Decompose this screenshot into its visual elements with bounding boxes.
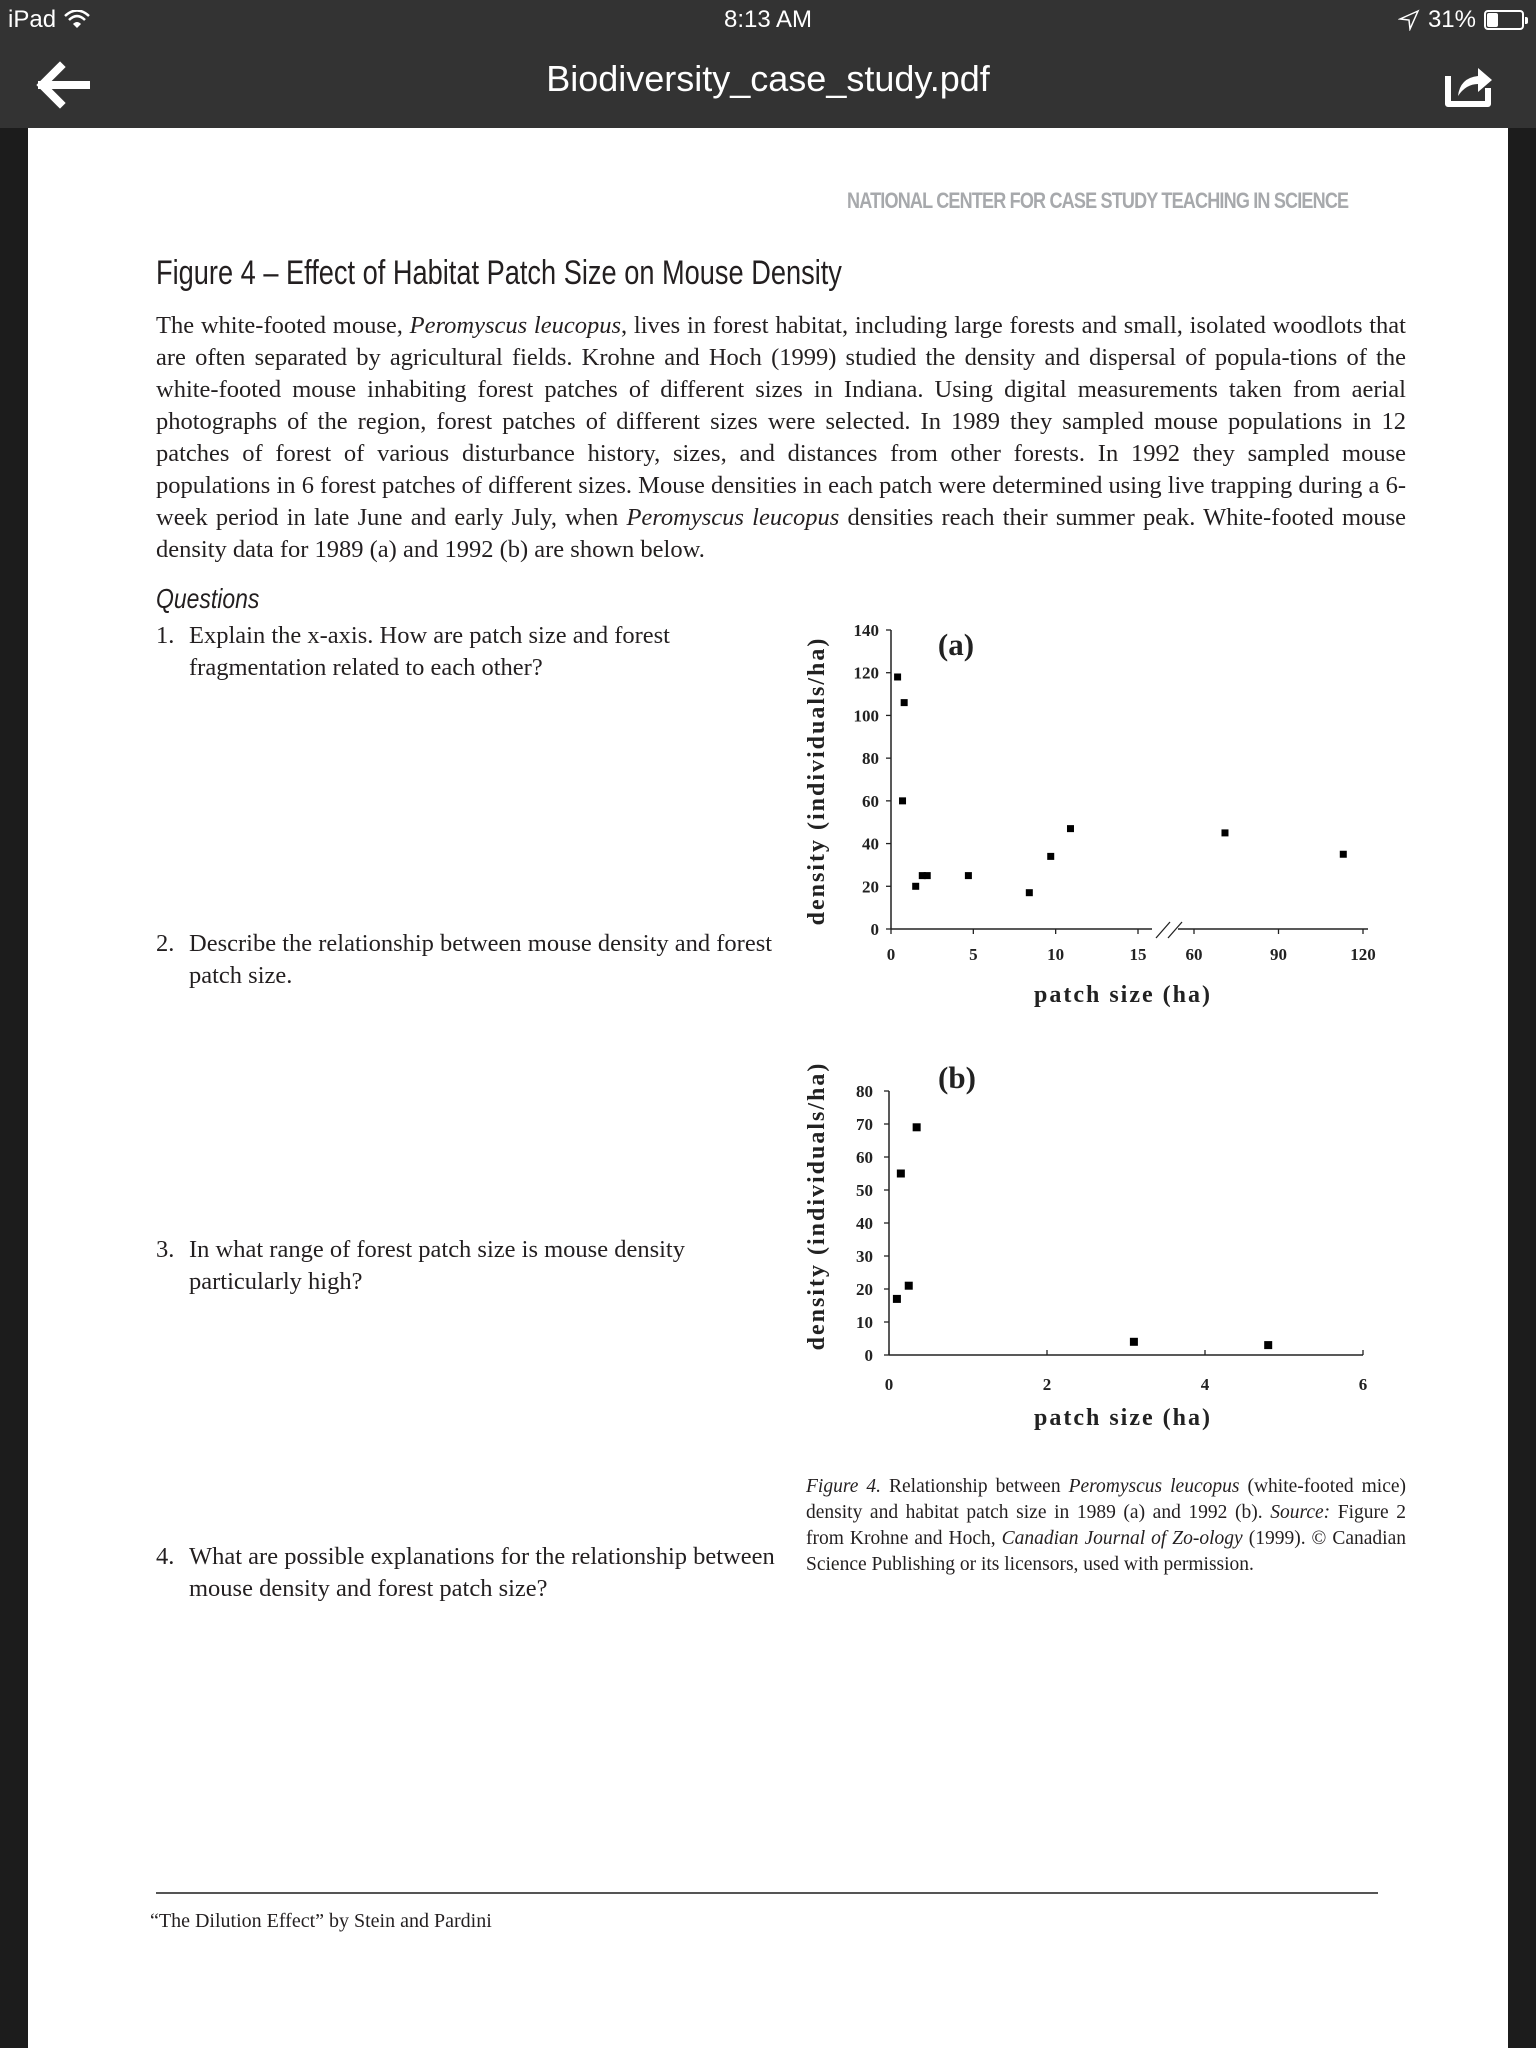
chart-a-y-tick-label: 120 [853, 663, 879, 683]
device-name: iPad [8, 6, 57, 33]
chart-b-x-tick-label: 0 [884, 1375, 894, 1394]
document-title: Biodiversity_case_study.pdf [546, 58, 990, 99]
journal-name: Canadian Journal of Zo-ology [1001, 1528, 1243, 1549]
question-item [156, 620, 789, 684]
species-name: Peromyscus leucopus [1068, 1476, 1240, 1497]
caption-source-label: Source: [1270, 1502, 1331, 1523]
question-text: Explain the x-axis. How are patch size and forest fragmentation related to each other? [189, 622, 670, 681]
question-item [156, 1234, 789, 1298]
chart-a-y-tick-label: 80 [862, 749, 879, 769]
status-right [1398, 6, 1524, 34]
intro-text: densities reach their summer peak. White-footed mouse density data for 1989 (a) and 1992 (b) are shown below. [156, 504, 1406, 563]
question-text: Describe the relationship between mouse density and forest patch size. [189, 930, 773, 989]
chart-a-y-label: density (individuals/ha) [804, 636, 830, 926]
figure-title: Figure 4 – Effect of Habitat Patch Size on Mouse Density [156, 254, 842, 292]
chart-b-title: (b) [938, 1060, 976, 1095]
chart-a-title: (a) [937, 627, 975, 662]
question-number: 3. [156, 1236, 175, 1263]
location-arrow-icon [1398, 9, 1420, 31]
figure-caption [806, 1474, 1406, 1578]
chart-b-y-tick-label: 10 [856, 1313, 873, 1332]
chart-a-x-label: patch size (ha) [1034, 982, 1212, 1008]
caption-text: (white-footed mice) density and habitat patch size in 1989 (a) and 1992 (b). [806, 1476, 1407, 1523]
battery-level [1487, 13, 1498, 27]
species-name: Peromyscus leucopus [409, 312, 622, 339]
intro-text: , lives in forest habitat, including large forests and small, isolated woodlots that are often separated by agricultural fields. Krohne and Hoch (1999) studied the density and dispersal of popula-tions of the white-footed mouse inhabiting forest patches of different sizes in Indiana. Using digital measurements taken from aerial photographs of the region, forest patches of different sizes were selected. In 1989 they sampled mouse populations in 12 patches of forest of various disturbance history, sizes, and distances from other forests. In 1992 they sampled mouse populations in 6 forest patches of different sizes. Mouse densities in each patch were determined using live trapping during a 6-week period in late June and early July, when [156, 312, 1406, 531]
caption-text: Figure 2 from Krohne and Hoch, [806, 1502, 1406, 1549]
chart-a-y-tick-label: 100 [853, 706, 879, 726]
chart-a-x-tick-label: 120 [1350, 945, 1376, 964]
question-item [156, 928, 789, 992]
chart-a-x-tick-label: 60 [1185, 945, 1203, 964]
page-header-org: NATIONAL CENTER FOR CASE STUDY TEACHING IN SCIENCE [846, 188, 1348, 213]
chart-a-x-tick-label: 0 [886, 945, 896, 964]
chart-b-y-tick-label: 30 [856, 1247, 873, 1266]
chart-b-y-label: density (individuals/ha) [804, 1061, 830, 1351]
chart-b-y-tick-label: 0 [864, 1346, 873, 1365]
pdf-page [28, 128, 1508, 2048]
chart-b-y-tick-label: 40 [856, 1214, 873, 1233]
chart-a-y-tick-label: 20 [862, 877, 879, 897]
battery-percent: 31% [1427, 6, 1476, 33]
chart-b-x-label: patch size (ha) [1034, 1405, 1212, 1431]
question-number: 2. [156, 930, 175, 957]
app-top-bar [0, 0, 1536, 128]
question-text: In what range of forest patch size is mouse density particularly high? [189, 1236, 685, 1295]
chart-a-y-tick-label: 0 [870, 920, 879, 939]
battery-icon [1484, 10, 1524, 30]
status-time: 8:13 AM [723, 6, 813, 33]
chart-b-y-tick-label: 20 [856, 1280, 873, 1299]
caption-text: (1999). © Canadian Science Publishing or its licensors, used with permission. [806, 1528, 1406, 1575]
question-item [156, 1541, 789, 1605]
chart-b-x-tick-label: 4 [1200, 1375, 1210, 1394]
question-text: What are possible explanations for the relationship between mouse density and forest patch size? [189, 1543, 775, 1602]
intro-text: The white-footed mouse, [156, 312, 410, 339]
chart-b-y-tick-label: 80 [856, 1082, 873, 1101]
question-number: 4. [156, 1543, 175, 1570]
chart-b-x-tick-label: 2 [1042, 1375, 1052, 1394]
footer-divider [156, 1892, 1378, 1894]
share-button[interactable] [1444, 58, 1496, 110]
chart-a-y-tick-label: 60 [862, 791, 879, 811]
chart-b-x-tick-label: 6 [1358, 1375, 1368, 1394]
intro-paragraph [156, 310, 1406, 566]
questions-heading: Questions [156, 583, 260, 614]
chart-b-y-tick-label: 70 [856, 1115, 873, 1134]
chart-a-x-tick-label: 90 [1270, 945, 1287, 964]
caption-label: Figure 4. [806, 1476, 881, 1497]
caption-text: Relationship between [881, 1476, 1069, 1497]
chart-b-y-tick-label: 60 [856, 1148, 873, 1167]
chart-a-x-tick-label: 5 [969, 945, 978, 964]
share-icon [1444, 58, 1496, 110]
chart-b-y-tick-label: 50 [856, 1181, 873, 1200]
chart-a-y-tick-label: 40 [862, 834, 879, 854]
chart-a-y-tick-label: 140 [853, 621, 879, 640]
chart-a-x-tick-label: 10 [1047, 945, 1065, 964]
chart-a-x-tick-label: 15 [1129, 945, 1147, 964]
species-name: Peromyscus leucopus [626, 504, 840, 531]
page-footer: “The Dilution Effect” by Stein and Pardini [150, 1910, 492, 1932]
question-number: 1. [156, 622, 175, 649]
